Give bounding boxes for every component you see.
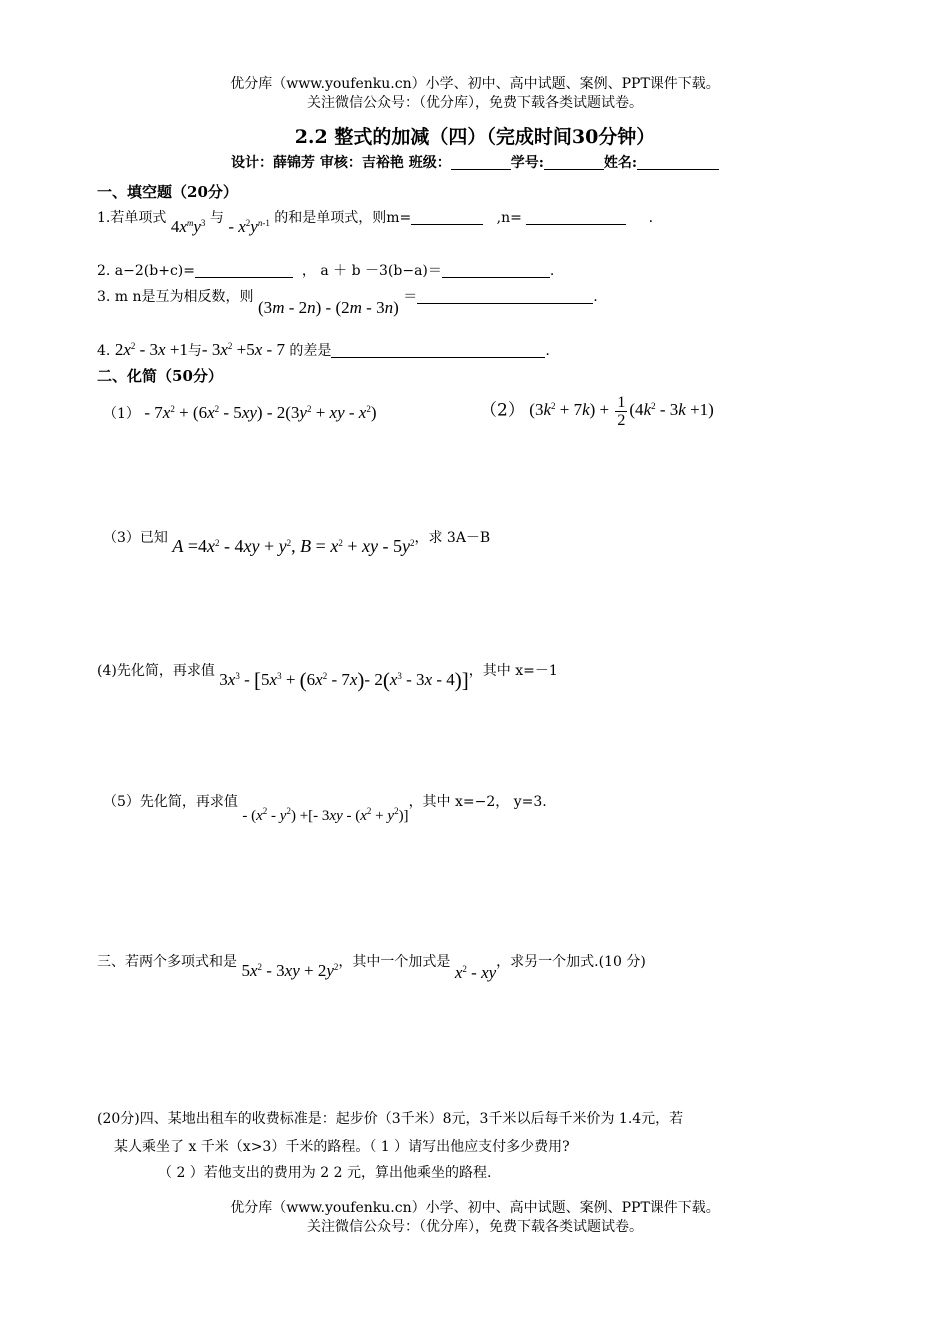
- name-label: 姓名:: [603, 155, 638, 171]
- problem-1: $(1) - 7x^2 + (6x^2 - 5xy) - 2(3y^2$ + xy - $x^2$): [103, 403, 377, 422]
- student-id-blank[interactable]: [544, 155, 604, 170]
- footer-line-1: 优分库（www.youfenku.cn）小学、初中、高中试题、案例、PPT课件下载。: [230, 1200, 720, 1216]
- q2-blank-a[interactable]: [195, 263, 293, 278]
- s3-addend: $x^2$ - xy: [454, 963, 497, 982]
- class-blank[interactable]: [451, 155, 511, 170]
- question-1: 1.若单项式 $4x^my^3$ 与 - $x^2y^{n-1}$ 的和是单项式，则m= ,n= .: [97, 210, 654, 236]
- question-4: 4. $2x^2 - 3x +1$与- $3x^2 +5x - 7$ 的差是 .: [97, 340, 550, 359]
- p5-expression: - $(x^2 - y^2)$ +[- $3xy - (x^2 + y^2)$]: [242, 806, 409, 824]
- q1-n-blank[interactable]: [526, 210, 626, 225]
- credits-line: [0, 152, 950, 172]
- class-label: 班级：: [408, 155, 451, 171]
- q2-blank-b[interactable]: [442, 263, 550, 278]
- footer-line-2: 关注微信公众号：（优分库），免费下载各类试题试卷。: [307, 1219, 643, 1235]
- p3-definitions: $A =4x^2 - 4xy + y^2$, $B = x^2$ + xy - $5y^2$: [172, 536, 415, 556]
- question-3: 3. m n是互为相反数，则 (3m - 2n) - (2m - 3n) ＝ .: [97, 289, 598, 317]
- s3-sum-polynomial: $5x^2 - 3xy + 2y^2$: [241, 961, 339, 980]
- section-1-heading: 一、填空题（20分）: [97, 183, 238, 201]
- p4-expression: $3x^3 - [5x^3 + (6x^2 - 7x)-$ $2(x^3 - 3x - 4)$]: [219, 668, 469, 692]
- problem-3: （3）已知 $A =4x^2 - 4xy + y^2$, $B = x^2$ + xy - $5y^2$，求 3A－B: [103, 530, 491, 556]
- one-half-fraction: $\frac{1}{2}$: [617, 394, 626, 429]
- q3-blank[interactable]: [417, 289, 593, 304]
- p1-expression: - $7x^2 + (6x^2 - 5xy) - 2(3y^2$ + xy - $x^2$): [144, 403, 377, 422]
- q4-expression-a: $2x^2 - 3x +1$: [114, 340, 188, 359]
- problem-2: （2） $(3k^2 + 7k)$ + $\frac{1}{2}$ $(4k^2 - 3k +1)$: [480, 394, 714, 429]
- section-4-line-1: (20分)四、某地出租车的收费标准是：起步价（3千米）8元，3千米以后每千米价为 1.4元，若: [97, 1111, 684, 1127]
- section-4-line-2: 某人乘坐了 x 千米（x>3）千米的路程。（ 1 ）请写出他应支付多少费用?: [114, 1139, 570, 1155]
- q1-monomial-a: $4x^my^3$: [170, 217, 206, 236]
- q1-m-blank[interactable]: [411, 210, 483, 225]
- p2-expression: $(3k^2 + 7k)$ + $\frac{1}{2}$ $(4k^2 - 3k +1)$: [529, 394, 714, 429]
- problem-4: (4)先化简，再求值 $3x^3 - [5x^3 + (6x^2 - 7x)-$ $2(x^3 - 3x - 4)$]，其中 x=－1: [97, 663, 558, 692]
- page-title: 2.2 整式的加减（四）（完成时间30分钟）: [294, 126, 656, 148]
- q4-expression-b: - $3x^2 +5x - 7$: [201, 340, 285, 359]
- q3-expression: (3m - 2n) - (2m - 3n): [258, 298, 399, 317]
- name-blank[interactable]: [637, 155, 719, 170]
- student-id-label: 学号:: [510, 155, 544, 171]
- section-3-question: 三、若两个多项式和是 $5x^2 - 3xy + 2y^2$，其中一个加式是 $x^2$ - xy，求另一个加式.(10 分): [97, 954, 646, 982]
- q4-blank[interactable]: [331, 343, 545, 358]
- section-4-line-3: （ 2 ）若他支出的费用为 2 2 元，算出他乘坐的路程.: [158, 1165, 492, 1181]
- question-2: 2. a−2(b+c)= ， a ＋ b －3(b−a)＝ .: [97, 263, 555, 279]
- q1-monomial-b: - $x^2y^{n-1}$: [228, 217, 270, 236]
- reviewer: 审核：吉裕艳: [319, 155, 404, 171]
- header-line-2: 关注微信公众号：（优分库），免费下载各类试题试卷。: [307, 95, 643, 111]
- designer: 设计：薛锦芳: [230, 155, 315, 171]
- problem-5: （5）先化简，再求值 - $(x^2 - y^2)$ +[- $3xy - (x^2 + y^2)$]，其中 x=−2， y=3.: [103, 794, 547, 824]
- header-line-1: 优分库（www.youfenku.cn）小学、初中、高中试题、案例、PPT课件下载。: [230, 76, 720, 92]
- section-2-heading: 二、化简（50分）: [97, 367, 223, 385]
